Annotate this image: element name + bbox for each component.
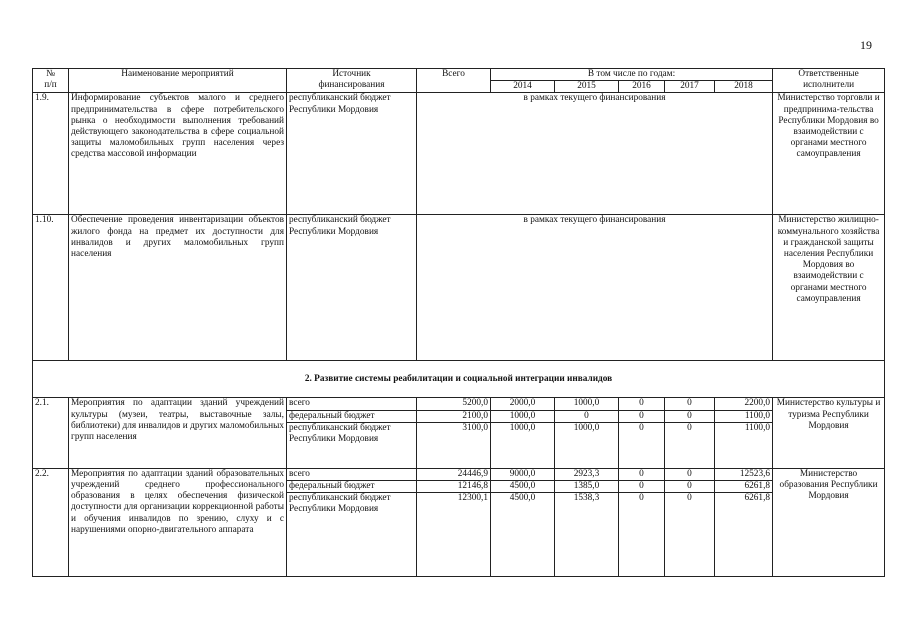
table-row bbox=[33, 398, 885, 410]
header-num: № п/п bbox=[33, 69, 69, 93]
header-source: Источник финансирования bbox=[287, 69, 417, 93]
row-y2014: 9000,0 bbox=[491, 468, 555, 480]
row-source: федеральный бюджет bbox=[287, 410, 417, 422]
table-row bbox=[33, 215, 885, 361]
row-y2017: 0 bbox=[665, 410, 715, 422]
row-financing: в рамках текущего финансирования bbox=[417, 215, 773, 361]
table-row bbox=[33, 468, 885, 480]
header-total: Всего bbox=[417, 69, 491, 93]
row-y2015: 1000,0 bbox=[555, 398, 619, 410]
row-y2018: 6261,8 bbox=[715, 481, 773, 493]
row-name: Информирование субъектов малого и среднего предпринимательства в сфере потребительского рынка о необходимости выполнения требований действующего законодательства в сфере социальной защиты маломобильных групп населения через средства массовой информации bbox=[69, 93, 287, 215]
row-source: республиканский бюджет Республики Мордовия bbox=[287, 215, 417, 361]
row-responsible: Министерство образования Республики Мордовия bbox=[773, 468, 885, 576]
row-responsible: Министерство культуры и туризма Республики Мордовия bbox=[773, 398, 885, 468]
row-y2016: 0 bbox=[619, 398, 665, 410]
row-y2015: 2923,3 bbox=[555, 468, 619, 480]
row-source: всего bbox=[287, 468, 417, 480]
row-name: Мероприятия по адаптации зданий образовательных учреждений среднего профессионального образования в целях обеспечения физической доступности для организации коррекционной работы и обучения инвалидов по зрению, слуху и с нарушениями опорно-двигательного аппарата bbox=[69, 468, 287, 576]
row-y2016: 0 bbox=[619, 468, 665, 480]
row-y2015: 1385,0 bbox=[555, 481, 619, 493]
row-name: Обеспечение проведения инвентаризации объектов жилого фонда на предмет их доступности для инвалидов и других маломобильных групп населения bbox=[69, 215, 287, 361]
row-num: 2.2. bbox=[33, 468, 69, 576]
row-y2014: 4500,0 bbox=[491, 481, 555, 493]
header-year-2015: 2015 bbox=[555, 81, 619, 93]
row-y2017: 0 bbox=[665, 468, 715, 480]
row-source: республиканский бюджет Республики Мордовия bbox=[287, 93, 417, 215]
table-header-row bbox=[33, 69, 885, 81]
row-y2018: 12523,6 bbox=[715, 468, 773, 480]
row-total: 12146,8 bbox=[417, 481, 491, 493]
header-year-2018: 2018 bbox=[715, 81, 773, 93]
row-y2016: 0 bbox=[619, 481, 665, 493]
row-y2016: 0 bbox=[619, 410, 665, 422]
row-name: Мероприятия по адаптации зданий учреждений культуры (музеи, театры, выставочные залы, библиотеки) для инвалидов и других маломобильных групп населения bbox=[69, 398, 287, 468]
row-y2017: 0 bbox=[665, 422, 715, 468]
page-number: 19 bbox=[860, 38, 872, 52]
header-year-2017: 2017 bbox=[665, 81, 715, 93]
row-responsible: Министерство торговли и предпринима-тельства Республики Мордовия во взаимодействии с органами местного самоуправления bbox=[773, 93, 885, 215]
row-y2015: 1538,3 bbox=[555, 493, 619, 577]
row-y2014: 1000,0 bbox=[491, 410, 555, 422]
row-num: 1.10. bbox=[33, 215, 69, 361]
row-y2014: 2000,0 bbox=[491, 398, 555, 410]
row-y2016: 0 bbox=[619, 422, 665, 468]
program-measures-table bbox=[32, 68, 885, 577]
row-y2015: 1000,0 bbox=[555, 422, 619, 468]
row-source: федеральный бюджет bbox=[287, 481, 417, 493]
row-y2014: 1000,0 bbox=[491, 422, 555, 468]
row-total: 2100,0 bbox=[417, 410, 491, 422]
row-y2018: 2200,0 bbox=[715, 398, 773, 410]
row-y2017: 0 bbox=[665, 493, 715, 577]
row-y2016: 0 bbox=[619, 493, 665, 577]
row-source: республиканский бюджет Республики Мордовия bbox=[287, 422, 417, 468]
row-num: 2.1. bbox=[33, 398, 69, 468]
row-total: 12300,1 bbox=[417, 493, 491, 577]
row-total: 5200,0 bbox=[417, 398, 491, 410]
header-responsible: Ответственные исполнители bbox=[773, 69, 885, 93]
row-y2017: 0 bbox=[665, 481, 715, 493]
row-total: 3100,0 bbox=[417, 422, 491, 468]
row-y2018: 1100,0 bbox=[715, 410, 773, 422]
header-by-years: В том числе по годам: bbox=[491, 69, 773, 81]
row-responsible: Министерство жилищно-коммунального хозяйства и гражданской защиты населения Республики Мордовия во взаимодействии с органами местного самоуправления bbox=[773, 215, 885, 361]
row-source: республиканский бюджет Республики Мордовия bbox=[287, 493, 417, 577]
header-year-2016: 2016 bbox=[619, 81, 665, 93]
section-title: 2. Развитие системы реабилитации и социальной интеграции инвалидов bbox=[33, 361, 885, 398]
row-y2015: 0 bbox=[555, 410, 619, 422]
row-financing: в рамках текущего финансирования bbox=[417, 93, 773, 215]
row-y2017: 0 bbox=[665, 398, 715, 410]
section-row bbox=[33, 361, 885, 398]
header-name: Наименование мероприятий bbox=[69, 69, 287, 93]
header-year-2014: 2014 bbox=[491, 81, 555, 93]
table-row bbox=[33, 93, 885, 215]
row-total: 24446,9 bbox=[417, 468, 491, 480]
row-num: 1.9. bbox=[33, 93, 69, 215]
row-y2018: 6261,8 bbox=[715, 493, 773, 577]
row-source: всего bbox=[287, 398, 417, 410]
row-y2014: 4500,0 bbox=[491, 493, 555, 577]
row-y2018: 1100,0 bbox=[715, 422, 773, 468]
